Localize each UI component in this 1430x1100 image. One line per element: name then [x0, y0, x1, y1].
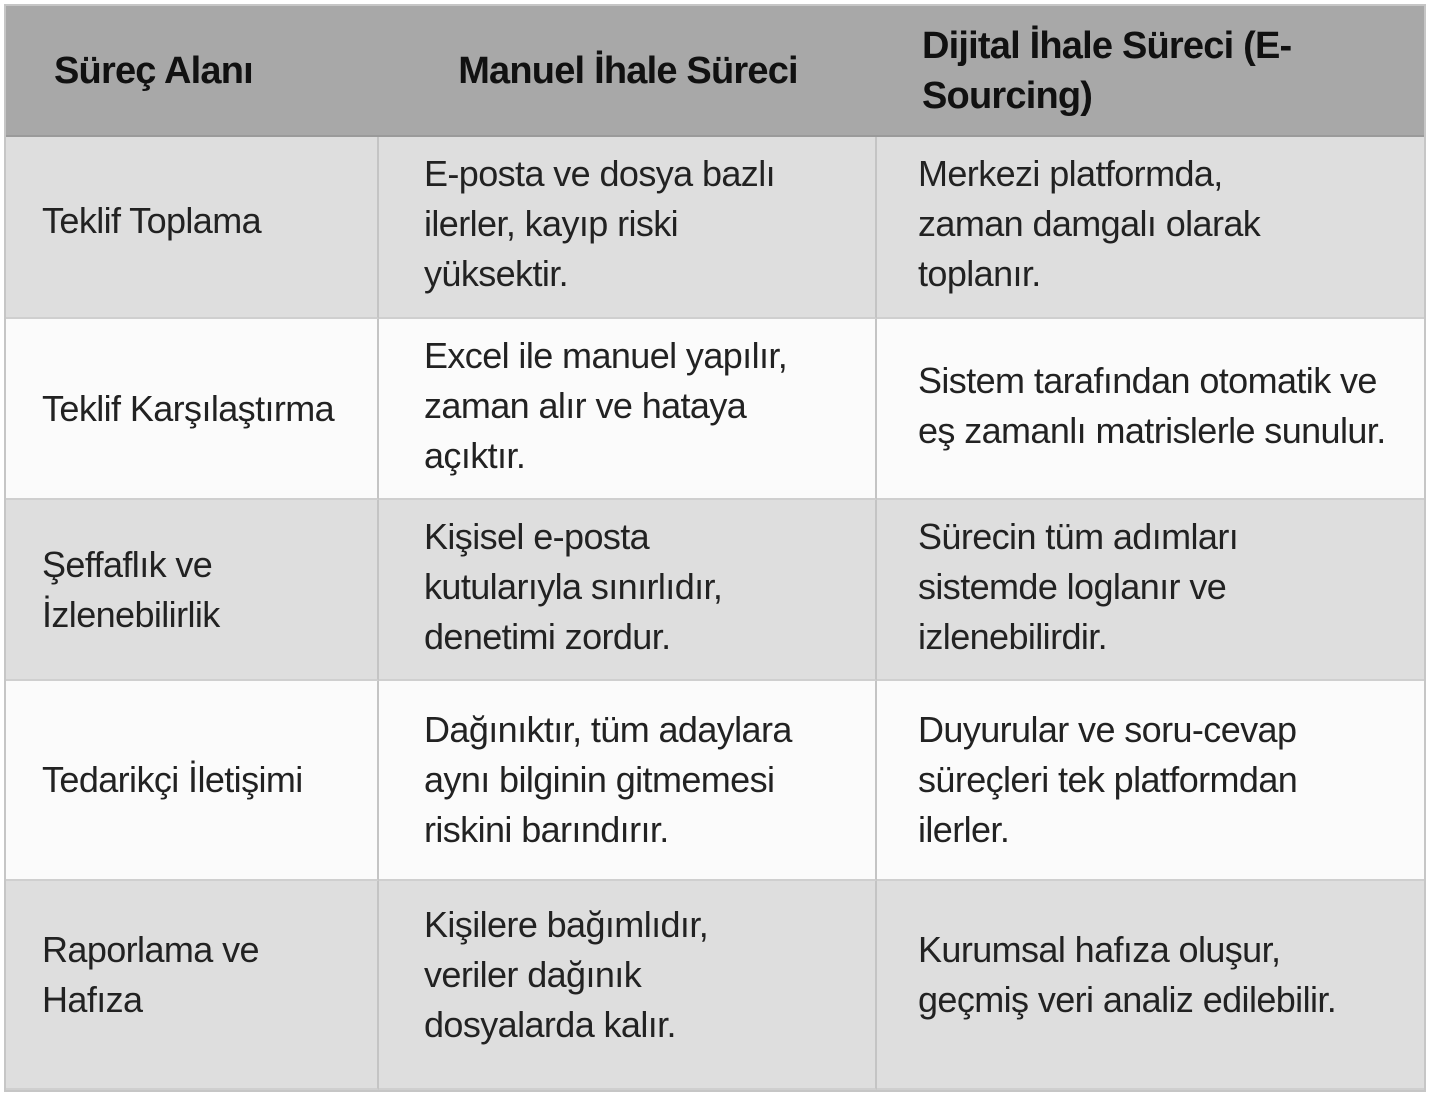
header-cell-process-area [6, 6, 379, 137]
cell-text: Merkezi platformda, zaman damgalı olarak toplanır. [918, 153, 1261, 294]
table-cell-digital [877, 319, 1424, 500]
header-label: Dijital İhale Süreci (E-Sourcing) [922, 24, 1292, 117]
table-cell-manual [379, 500, 877, 681]
cell-text: Teklif Toplama [42, 200, 262, 241]
header-cell-manual [379, 6, 877, 137]
table-cell-area [6, 319, 379, 500]
cell-text: Sistem tarafından otomatik ve eş zamanlı matrislerle sunulur. [918, 359, 1386, 451]
cell-text: E-posta ve dosya bazlı ilerler, kayıp riski yüksektir. [424, 153, 776, 294]
table-cell-digital [877, 881, 1424, 1090]
cell-text: Teklif Karşılaştırma [42, 387, 335, 429]
header-cell-digital [877, 6, 1424, 137]
comparison-table [4, 4, 1426, 1092]
cell-text: Duyurular ve soru-cevap süreçleri tek platformdan ilerler. [918, 709, 1298, 850]
table-cell-area [6, 500, 379, 681]
table-cell-manual [379, 681, 877, 881]
table-cell-area [6, 681, 379, 881]
header-label: Süreç Alanı [54, 49, 253, 92]
cell-text: Kişisel e-posta kutularıyla sınırlıdır, denetimi zordur. [424, 515, 723, 657]
cell-text: Kişilere bağımlıdır, veriler dağınık dosyalarda kalır. [424, 903, 709, 1045]
table-cell-area [6, 881, 379, 1090]
header-label: Manuel İhale Süreci [458, 49, 798, 92]
cell-text: Şeffaflık ve İzlenebilirlik [42, 543, 220, 635]
table-cell-manual [379, 137, 877, 319]
cell-text: Kurumsal hafıza oluşur, geçmiş veri analiz edilebilir. [918, 928, 1337, 1020]
table-cell-digital [877, 681, 1424, 881]
cell-text: Dağınıktır, tüm adaylara aynı bilginin gitmemesi riskini barındırır. [424, 709, 792, 850]
table-cell-digital [877, 500, 1424, 681]
table-cell-digital [877, 137, 1424, 319]
cell-text: Raporlama ve Hafıza [42, 928, 259, 1020]
cell-text: Tedarikçi İletişimi [42, 759, 303, 800]
cell-text: Excel ile manuel yapılır, zaman alır ve hataya açıktır. [424, 334, 788, 476]
cell-text: Sürecin tüm adımları sistemde loglanır ve izlenebilirdir. [918, 515, 1239, 657]
table-cell-manual [379, 881, 877, 1090]
table-cell-area [6, 137, 379, 319]
table-cell-manual [379, 319, 877, 500]
